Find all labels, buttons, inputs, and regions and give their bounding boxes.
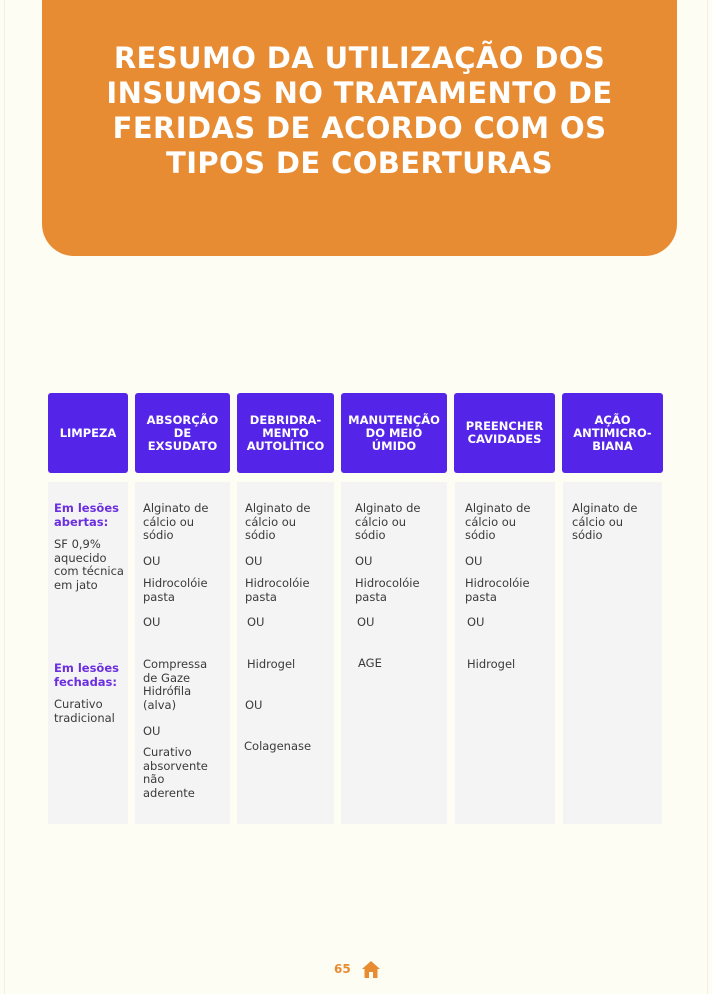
item-hidrocoloide: Hidrocolóie pasta [355,576,420,604]
label-lesoes-abertas: Em lesões abertas: [54,501,119,529]
item-hidrocoloide: Hidrocolóie pasta [465,576,530,604]
title-banner [42,0,677,256]
item-alginato: Alginato de cálcio ou sódio [572,501,638,542]
item-ou: OU [465,554,483,568]
column-preencher [455,482,555,824]
item-compressa-gaze: Compressa de Gaze Hidrófila (alva) [143,657,208,712]
header-debridamento: DEBRIDRA-MENTO AUTOLÍTICO [237,393,334,473]
item-alginato: Alginato de cálcio ou sódio [355,501,421,542]
home-icon[interactable] [361,960,381,979]
header-absorcao: ABSORÇÃO DE EXSUDATO [135,393,230,473]
item-ou: OU [247,615,265,629]
item-ou: OU [467,615,485,629]
item-hidrocoloide: Hidrocolóie pasta [143,576,208,604]
item-ou: OU [143,554,161,568]
header-manutencao: MANUTENÇÃO DO MEIO ÚMIDO [341,393,447,473]
item-colagenase: Colagenase [244,739,312,753]
item-ou: OU [143,724,161,738]
item-alginato: Alginato de cálcio ou sódio [143,501,209,542]
column-antimicrobiana [563,482,662,824]
page-number: 65 [334,962,351,976]
item-ou: OU [357,615,375,629]
header-limpeza: LIMPEZA [48,393,128,473]
item-ou: OU [245,698,263,712]
text-lesoes-abertas: SF 0,9% aquecido com técnica em jato [54,537,124,592]
item-curativo-absorvente: Curativo absorvente não aderente [143,745,208,800]
item-age: AGE [358,656,382,670]
item-hidrogel: Hidrogel [467,657,516,671]
label-lesoes-fechadas: Em lesões fechadas: [54,661,119,689]
item-ou: OU [355,554,373,568]
item-alginato: Alginato de cálcio ou sódio [245,501,311,542]
item-hidrocoloide: Hidrocolóie pasta [245,576,310,604]
item-alginato: Alginato de cálcio ou sódio [465,501,531,542]
item-ou: OU [143,615,161,629]
column-manutencao [341,482,447,824]
header-antimicrobiana: AÇÃO ANTIMICRO-BIANA [562,393,663,473]
header-preencher: PREENCHER CAVIDADES [454,393,555,473]
column-absorcao [135,482,230,824]
item-hidrogel: Hidrogel [247,657,296,671]
column-debridamento [237,482,334,824]
text-lesoes-fechadas: Curativo tradicional [54,697,115,725]
page-title: RESUMO DA UTILIZAÇÃO DOS INSUMOS NO TRATAMENTO DE FERIDAS DE ACORDO COM OS TIPOS DE COBERTURAS [106,41,613,180]
column-limpeza [48,482,128,824]
item-ou: OU [245,554,263,568]
